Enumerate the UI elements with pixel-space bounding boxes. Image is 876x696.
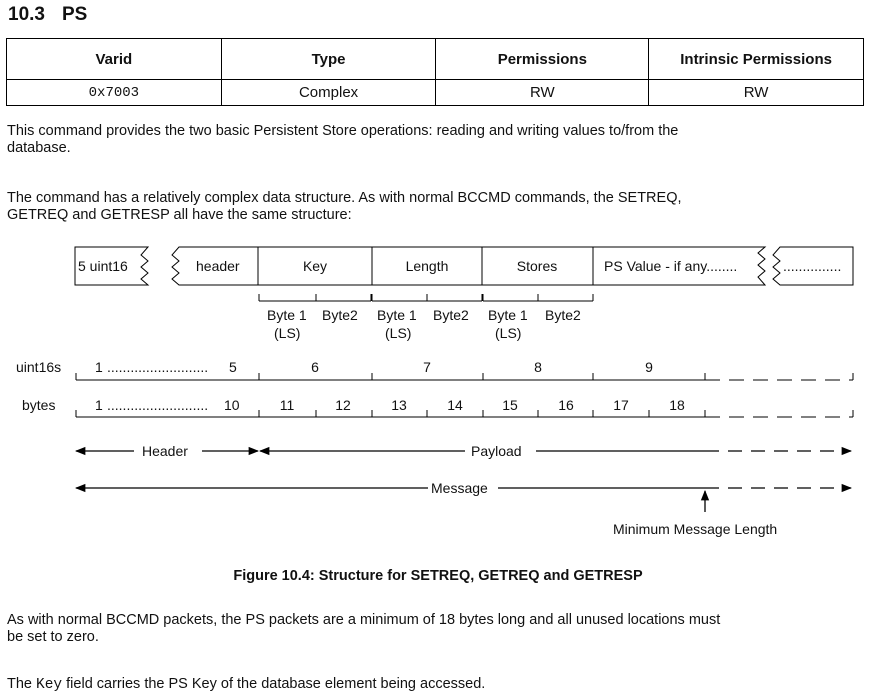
paragraph-line: As with normal BCCMD packets, the PS packets are a minimum of 18 bytes long and all unused locations must — [7, 612, 721, 628]
byte-label: Byte2 — [322, 307, 358, 323]
min-length-label: Minimum Message Length — [613, 521, 778, 537]
box-length-label: Length — [405, 258, 449, 274]
uint16s-first: 1 — [95, 359, 103, 375]
byte-label: Byte 1 — [377, 307, 417, 323]
byte-label: Byte 1 — [488, 307, 528, 323]
bytes-last: 10 — [224, 397, 240, 413]
cell-permissions: RW — [436, 80, 649, 106]
uint16s-value: 9 — [645, 359, 653, 375]
byte-brackets — [259, 294, 593, 301]
box-ps-value-label: PS Value - if any........ — [604, 258, 738, 274]
uint16s-dots: .......................... — [107, 359, 209, 375]
ls-label: (LS) — [274, 325, 301, 341]
box-uint16-label: 5 uint16 — [78, 258, 128, 274]
bytes-value: 13 — [391, 397, 407, 413]
paragraph-text: field carries the PS Key of the database element being accessed. — [62, 676, 486, 692]
cell-type: Complex — [221, 80, 436, 106]
bytes-row-label: bytes — [22, 397, 56, 413]
box-stores-label: Stores — [516, 258, 558, 274]
byte-label: Byte2 — [433, 307, 469, 323]
box-key-label: Key — [302, 258, 328, 274]
message-span-label: Message — [431, 480, 488, 496]
byte-label: Byte 1 — [267, 307, 307, 323]
header-varid: Varid — [7, 39, 222, 80]
uint16s-row-label: uint16s — [16, 359, 62, 375]
bytes-value: 16 — [558, 397, 574, 413]
bytes-value: 12 — [335, 397, 351, 413]
figure-caption: Figure 10.4: Structure for SETREQ, GETREQ and GETRESP — [233, 568, 643, 584]
bytes-dots: .......................... — [107, 397, 209, 413]
paragraph-text: The — [7, 676, 37, 692]
ls-label: (LS) — [495, 325, 522, 341]
cell-varid: 0x7003 — [7, 80, 222, 106]
box-header-label: header — [196, 258, 240, 274]
paragraph-line: be set to zero. — [7, 629, 99, 645]
uint16s-value: 7 — [423, 359, 431, 375]
header-intrinsic-permissions: Intrinsic Permissions — [649, 39, 864, 80]
cell-intrinsic-permissions: RW — [649, 80, 864, 106]
paragraph-line: This command provides the two basic Persistent Store operations: reading and writing values to/from the — [7, 123, 679, 139]
section-number: 10.3 — [8, 4, 45, 25]
key-code: Key — [36, 677, 63, 693]
uint16s-value: 6 — [311, 359, 319, 375]
payload-span-label: Payload — [471, 443, 522, 459]
ls-label: (LS) — [385, 325, 412, 341]
uint16s-value: 8 — [534, 359, 542, 375]
paragraph-line: The command has a relatively complex data structure. As with normal BCCMD commands, the SETREQ, — [7, 190, 682, 206]
header-span-label: Header — [142, 443, 188, 459]
uint16s-last: 5 — [229, 359, 237, 375]
bytes-value: 18 — [669, 397, 685, 413]
bytes-value: 11 — [279, 397, 295, 413]
byte-label: Byte2 — [545, 307, 581, 323]
paragraph-key-field — [7, 676, 857, 694]
bytes-first: 1 — [95, 397, 103, 413]
bytes-value: 14 — [447, 397, 463, 413]
paragraph-min-length — [7, 612, 857, 646]
paragraph-line: GETREQ and GETRESP all have the same structure: — [7, 207, 352, 223]
bytes-value: 15 — [502, 397, 518, 413]
box-trailing-dots: ............... — [783, 258, 842, 274]
bytes-value: 17 — [613, 397, 629, 413]
header-type: Type — [221, 39, 436, 80]
section-title: PS — [62, 4, 88, 25]
paragraph-line: database. — [7, 140, 71, 156]
header-permissions: Permissions — [436, 39, 649, 80]
